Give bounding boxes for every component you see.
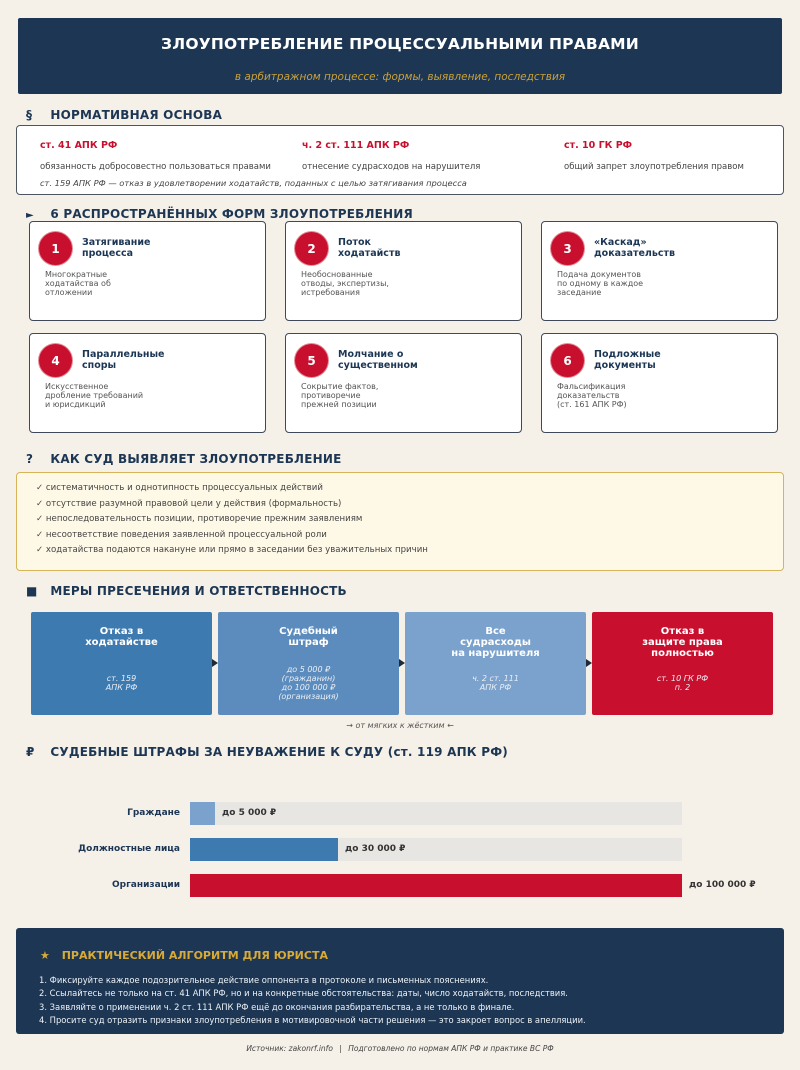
number-badge: 5 [295, 344, 328, 377]
form-card [29, 333, 266, 433]
section-norms-title: НОРМАТИВНАЯ ОСНОВА [50, 108, 223, 122]
measure-card [592, 612, 773, 715]
number-badge: 2 [295, 232, 328, 265]
form-title: Молчание о существенном [338, 349, 418, 371]
measure-card [218, 612, 399, 715]
algorithm-heading [40, 949, 328, 962]
measure-title: Отказ в ходатайстве [85, 626, 158, 648]
detection-item: ✓ несоответствие поведения заявленной процессуальной роли [36, 529, 327, 540]
bar-category-label: Должностные лица [78, 844, 180, 854]
page-title: ЗЛОУПОТРЕБЛЕНИЕ ПРОЦЕССУАЛЬНЫМИ ПРАВАМИ [161, 35, 639, 53]
number-badge: 6 [551, 344, 584, 377]
footer [0, 1044, 800, 1053]
measure-title: Отказ в защите права полностью [642, 626, 723, 659]
form-card [541, 221, 778, 321]
detection-item: ✓ ходатайства подаются накануне или прямо в заседании без уважительных причин [36, 545, 428, 555]
form-card [541, 333, 778, 433]
bar-value-label: до 5 000 ₽ [222, 808, 277, 818]
bar-value-label: до 100 000 ₽ [689, 880, 756, 890]
measure-ref: до 5 000 ₽ (гражданин) до 100 000 ₽ (организация) [278, 665, 339, 701]
detection-box [16, 472, 784, 571]
section-forms-heading [26, 207, 413, 221]
bar-category-label: Граждане [127, 808, 180, 818]
section-detection-title: КАК СУД ВЫЯВЛЯЕТ ЗЛОУПОТРЕБЛЕНИЕ [50, 452, 342, 466]
bar-value-label: до 30 000 ₽ [345, 844, 406, 854]
chart-title [26, 745, 508, 759]
star-icon: ★ [40, 949, 50, 962]
form-desc: Искусственное дробление требований и юрисдикций [45, 382, 144, 409]
chart-title-text: СУДЕБНЫЕ ШТРАФЫ ЗА НЕУВАЖЕНИЕ К СУДУ (ст. 119 АПК РФ) [50, 745, 508, 759]
form-card [285, 333, 522, 433]
form-title: Параллельные споры [82, 349, 165, 371]
algorithm-list [39, 975, 586, 1028]
norm-item [40, 140, 271, 172]
section-sign-icon: § [26, 108, 33, 122]
bar-category-label: Организации [112, 880, 180, 890]
section-detection-heading [26, 452, 342, 466]
bar-citizens [190, 802, 215, 825]
algorithm-step: 2. Ссылайтесь не только на ст. 41 АПК РФ, но и на конкретные обстоятельства: даты, число ходатайств, последствия. [39, 988, 568, 999]
section-norms-heading [26, 108, 222, 122]
question-mark-icon: ? [26, 452, 34, 466]
section-measures-heading [26, 584, 347, 598]
footer-note: Подготовлено по нормам АПК РФ и практике ВС РФ [348, 1044, 554, 1053]
norm-note: ст. 159 АПК РФ — отказ в удовлетворении ходатайств, поданных с целью затягивания процесса [40, 178, 467, 188]
form-card [29, 221, 266, 321]
norms-box [16, 125, 784, 195]
algorithm-step: 3. Заявляйте о применении ч. 2 ст. 111 АПК РФ ещё до окончания разбирательства, а не только в финале. [39, 1001, 515, 1012]
detection-item: ✓ систематичность и однотипность процессуальных действий [36, 483, 323, 493]
measure-title: Судебный штраф [279, 626, 338, 648]
measure-ref: ст. 10 ГК РФ п. 2 [656, 674, 709, 692]
section-measures-title: МЕРЫ ПРЕСЕЧЕНИЯ И ОТВЕТСТВЕННОСТЬ [50, 584, 347, 598]
measure-title: Все судрасходы на нарушителя [451, 626, 540, 659]
norm-ref: ст. 10 ГК РФ [564, 140, 633, 151]
algorithm-step: 4. Просите суд отразить признаки злоупотребления в мотивировочной части решения — это закроет вопрос в апелляции. [39, 1014, 586, 1025]
form-title: Поток ходатайств [338, 237, 401, 259]
norm-item [564, 140, 744, 172]
norm-desc: общий запрет злоупотребления правом [564, 162, 744, 172]
form-title: Подложные документы [594, 349, 661, 371]
form-desc: Сокрытие фактов, противоречие прежней позиции [301, 382, 379, 409]
ruble-icon: ₽ [26, 745, 35, 759]
form-title: Затягивание процесса [82, 237, 151, 259]
detection-item: ✓ отсутствие разумной правовой цели у действия (формальность) [36, 498, 342, 509]
bar-organizations [190, 874, 682, 897]
algorithm-step: 1. Фиксируйте каждое подозрительное действие оппонента в протоколе и письменных пояснениях. [39, 975, 489, 985]
number-badge: 4 [39, 344, 72, 377]
form-desc: Подача документов по одному в каждое заседание [557, 270, 644, 297]
form-title: «Каскад» доказательств [594, 237, 676, 259]
footer-source: Источник: zakonrf.info [246, 1044, 333, 1053]
page-subtitle: в арбитражном процессе: формы, выявление, последствия [234, 71, 566, 83]
norm-desc: отнесение судрасходов на нарушителя [302, 162, 481, 172]
measure-card [31, 612, 212, 715]
number-badge: 3 [551, 232, 584, 265]
norm-ref: ч. 2 ст. 111 АПК РФ [302, 140, 410, 151]
algorithm-title: ПРАКТИЧЕСКИЙ АЛГОРИТМ ДЛЯ ЮРИСТА [61, 949, 328, 962]
header-banner [18, 18, 782, 94]
footer-separator: | [339, 1044, 342, 1053]
measure-card [405, 612, 586, 715]
detection-item: ✓ непоследовательность позиции, противоречие прежним заявлениям [36, 514, 363, 524]
scale-note: → от мягких к жёстким ← [346, 721, 454, 730]
form-desc: Необоснованные отводы, экспертизы, истребования [301, 270, 389, 297]
bar-officials [190, 838, 338, 861]
form-desc: Многократные ходатайства об отложении [45, 270, 111, 297]
norm-desc: обязанность добросовестно пользоваться правами [40, 162, 271, 172]
form-desc: Фальсификация доказательств (ст. 161 АПК РФ) [557, 382, 627, 409]
section-forms-title: 6 РАСПРОСТРАНЁННЫХ ФОРМ ЗЛОУПОТРЕБЛЕНИЯ [50, 207, 413, 221]
form-card [285, 221, 522, 321]
square-icon: ■ [26, 584, 38, 598]
triangle-right-icon: ► [26, 210, 34, 221]
number-badge: 1 [39, 232, 72, 265]
norm-ref: ст. 41 АПК РФ [40, 140, 118, 151]
algorithm-box [16, 928, 784, 1034]
norm-item [302, 140, 480, 172]
measure-ref: ст. 159 АПК РФ [105, 674, 138, 692]
measure-ref: ч. 2 ст. 111 АПК РФ [472, 674, 519, 692]
